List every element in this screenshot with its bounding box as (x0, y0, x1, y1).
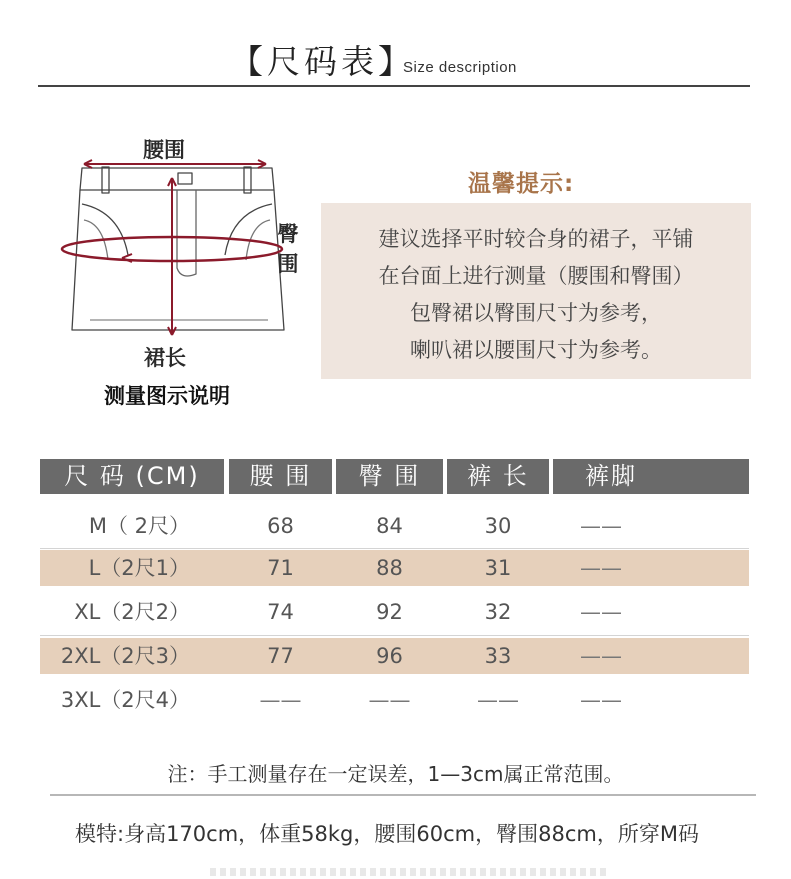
waist-cell: —— (259, 688, 302, 712)
length-cell: —— (477, 688, 519, 712)
size-cell: 2XL（2尺3） (60, 644, 190, 668)
length-cell: 30 (484, 514, 512, 538)
length-cell: 31 (484, 556, 512, 580)
header-size: 尺 码 (CM) (40, 459, 224, 494)
table-row (40, 638, 749, 674)
hip-cell: 92 (376, 600, 403, 624)
header-length: 裤 长 (447, 459, 549, 494)
length-cell: 33 (484, 644, 512, 668)
header-hem: 裤脚 (553, 459, 749, 494)
hip-cell: 84 (376, 514, 403, 538)
hip-cell: 96 (376, 644, 403, 668)
hip-cell: —— (368, 688, 411, 712)
table-row (40, 550, 749, 586)
tip-line: 在台面上进行测量（腰围和臀围） (378, 264, 694, 288)
page-subtitle: Size description (403, 59, 517, 76)
tips-title: 温馨提示: (468, 171, 575, 197)
hem-cell: —— (580, 514, 622, 538)
model-info: 模特:身高170cm，体重58kg，腰围60cm，臀围88cm，所穿M码 (75, 822, 699, 846)
diagram-caption: 测量图示说明 (104, 384, 230, 408)
skirt-measurement-diagram (60, 120, 310, 345)
hem-cell: —— (580, 688, 622, 712)
waist-label: 腰围 (143, 138, 185, 162)
size-cell: M（ 2尺） (88, 514, 190, 538)
table-row (40, 594, 749, 630)
cropped-text-remnant (210, 868, 610, 876)
hem-cell: —— (580, 600, 622, 624)
tip-line: 建议选择平时较合身的裙子，平铺 (378, 227, 694, 251)
header-hip: 臀 围 (336, 459, 443, 494)
waist-cell: 68 (267, 514, 294, 538)
table-row (40, 508, 749, 544)
footer-divider (50, 794, 756, 796)
tip-line: 喇叭裙以腰围尺寸为参考。 (410, 338, 662, 362)
page-title: 【尺码表】 (230, 42, 415, 81)
size-cell: XL（2尺2） (74, 600, 190, 624)
waist-cell: 77 (267, 644, 294, 668)
tip-line: 包臀裙以臀围尺寸为参考， (410, 301, 662, 325)
size-cell: 3XL（2尺4） (60, 688, 190, 712)
length-label: 裙长 (144, 346, 186, 370)
row-divider (40, 635, 749, 636)
hip-cell: 88 (376, 556, 403, 580)
header-divider (38, 85, 750, 87)
waist-cell: 71 (267, 556, 294, 580)
hem-cell: —— (580, 556, 622, 580)
hem-cell: —— (580, 644, 622, 668)
size-cell: L（2尺1） (88, 556, 190, 580)
row-divider (40, 548, 749, 549)
waist-cell: 74 (267, 600, 294, 624)
hip-label: 臀围 (277, 222, 299, 276)
measurement-note: 注：手工测量存在一定误差，1—3cm属正常范围。 (167, 762, 624, 786)
header-waist: 腰 围 (229, 459, 332, 494)
tips-box (321, 203, 751, 379)
table-row (40, 682, 749, 718)
length-cell: 32 (484, 600, 512, 624)
